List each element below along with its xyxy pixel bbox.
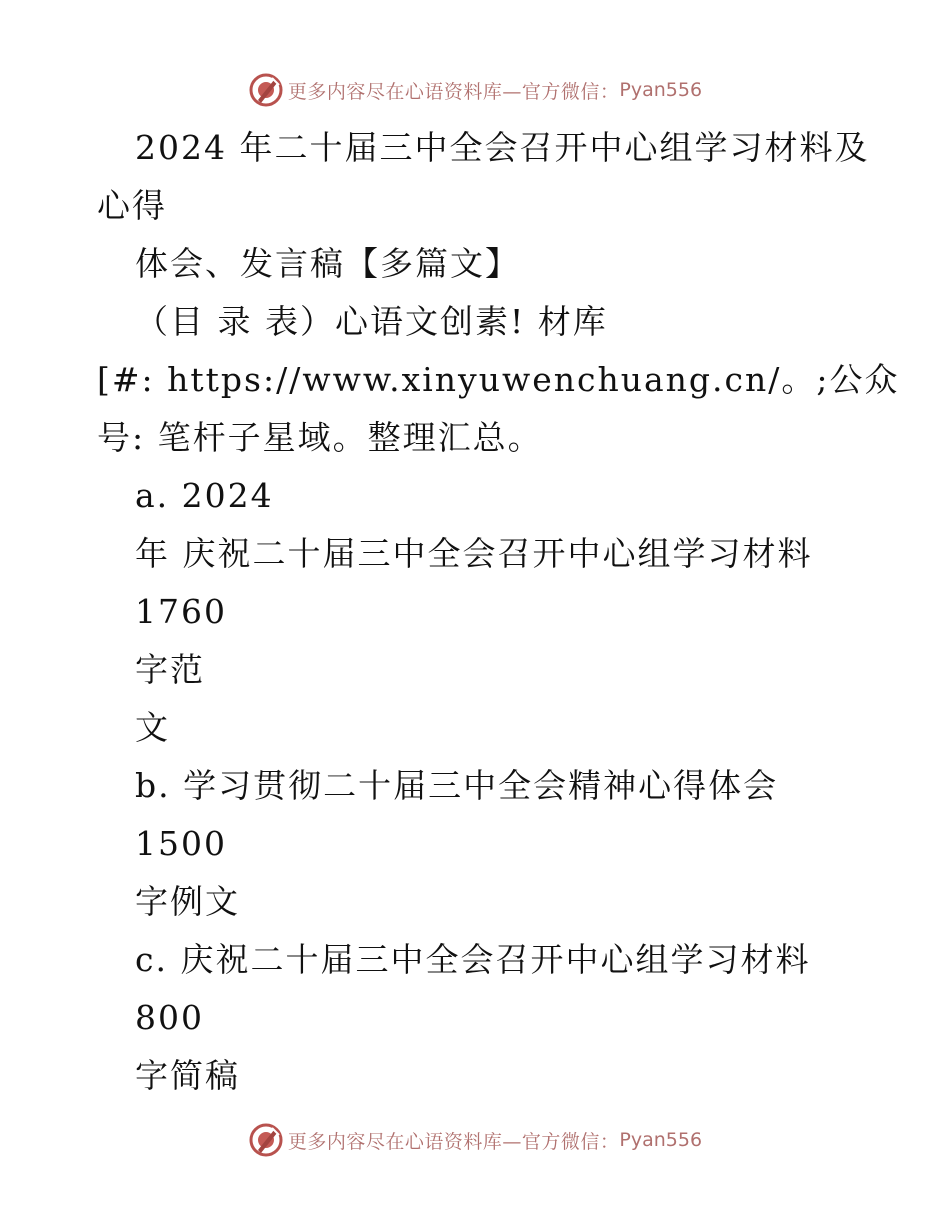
doc-line: 文 (135, 708, 170, 747)
watermark-id: Pyan556 (619, 1129, 703, 1151)
doc-line: 800 (135, 998, 204, 1037)
watermark-banner-top (0, 70, 950, 110)
logo-icon (248, 72, 284, 108)
doc-line: c. 庆祝二十届三中全会召开中心组学习材料 (135, 940, 811, 979)
doc-line: [#: https://www.xinyuwenchuang.cn/。;公众 (97, 360, 900, 399)
watermark-text: 更多内容尽在心语资料库—官方微信： (287, 80, 620, 103)
doc-line: 字例文 (135, 882, 240, 921)
doc-line: b. 学习贯彻二十届三中全会精神心得体会 (135, 766, 779, 805)
watermark-id: Pyan556 (619, 79, 703, 101)
doc-line: 1760 (135, 592, 227, 631)
doc-line: 年 庆祝二十届三中全会召开中心组学习材料 (135, 534, 813, 573)
doc-line: 1500 (135, 824, 227, 863)
doc-line: 号: 笔杆子星域。整理汇总。 (97, 418, 543, 457)
doc-line: a. 2024 (135, 476, 274, 515)
logo-icon (248, 1122, 284, 1158)
doc-line: 心得 (97, 186, 167, 225)
doc-line: （目 录 表）心语文创素! 材库 (135, 302, 608, 341)
doc-line: 字简稿 (135, 1056, 240, 1095)
doc-line: 2024 年二十届三中全会召开中心组学习材料及 (135, 128, 870, 167)
watermark-text: 更多内容尽在心语资料库—官方微信： (287, 1130, 620, 1153)
doc-line: 字范 (135, 650, 205, 689)
watermark-banner-bottom (0, 1120, 950, 1160)
doc-line: 体会、发言稿【多篇文】 (135, 244, 520, 283)
